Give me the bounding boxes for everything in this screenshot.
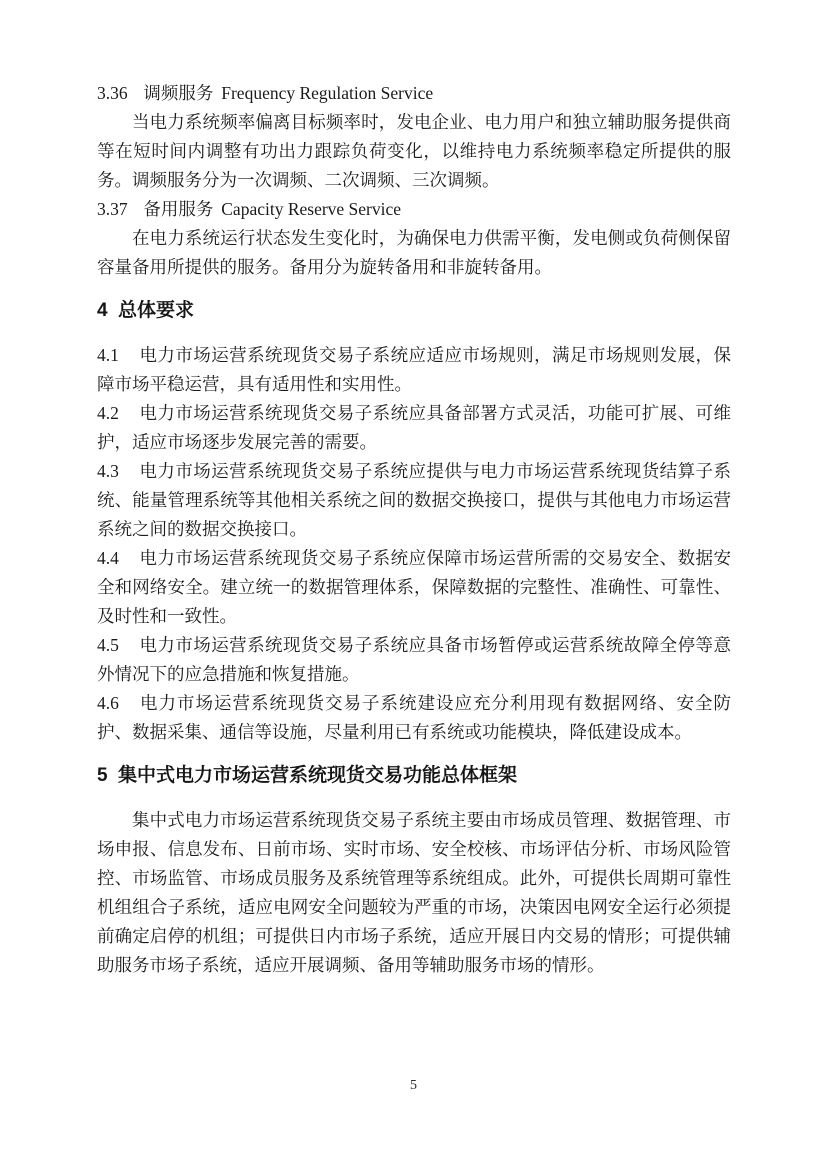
clause-4-4	[97, 544, 731, 631]
term-number: 3.36	[97, 83, 128, 103]
clause-number: 4.2	[97, 403, 119, 423]
section-5-paragraph: 集中式电力市场运营系统现货交易子系统主要由市场成员管理、数据管理、市场申报、信息发布、日前市场、实时市场、安全校核、市场评估分析、市场风险管控、市场监管、市场成员服务及系统管理等系统组成。此外，可提供长周期可靠性机组组合子系统，适应电网安全问题较为严重的市场，决策因电网安全运行必须提前确定启停的机组；可提供日内市场子系统，适应开展日内交易的情形；可提供辅助服务市场子系统，适应开展调频、备用等辅助服务市场的情形。	[97, 810, 731, 975]
clause-4-6	[97, 689, 731, 747]
term-heading-3-37	[97, 195, 731, 224]
section-4-heading	[97, 296, 731, 325]
term-definition-3-36: 当电力系统频率偏离目标频率时，发电企业、电力用户和独立辅助服务提供商等在短时间内调整有功出力跟踪负荷变化，以维持电力系统频率稳定所提供的服务。调频服务分为一次调频、二次调频、三次调频。	[97, 112, 731, 190]
section-number: 5	[97, 765, 108, 786]
clause-number: 4.3	[97, 461, 119, 481]
clause-4-1	[97, 341, 731, 399]
clause-4-2	[97, 399, 731, 457]
clause-number: 4.6	[97, 693, 119, 713]
terms-section	[97, 79, 731, 282]
term-name-zh: 调频服务	[143, 83, 214, 103]
term-number: 3.37	[97, 199, 128, 219]
clause-text: 电力市场运营系统现货交易子系统建设应充分利用现有数据网络、安全防护、数据采集、通信等设施，尽量利用已有系统或功能模块，降低建设成本。	[97, 693, 731, 742]
section-number: 4	[97, 300, 108, 321]
clause-number: 4.4	[97, 548, 119, 568]
clause-text: 电力市场运营系统现货交易子系统应具备部署方式灵活，功能可扩展、可维护，适应市场逐步发展完善的需要。	[97, 403, 731, 452]
clause-number: 4.1	[97, 345, 119, 365]
clause-text: 电力市场运营系统现货交易子系统应具备市场暂停或运营系统故障全停等意外情况下的应急措施和恢复措施。	[97, 635, 731, 684]
clause-number: 4.5	[97, 635, 119, 655]
clause-4-5	[97, 631, 731, 689]
page-number: 5	[410, 1078, 417, 1093]
term-heading-3-36	[97, 79, 731, 108]
clause-text: 电力市场运营系统现货交易子系统应适应市场规则，满足市场规则发展，保障市场平稳运营，具有适用性和实用性。	[97, 345, 731, 394]
clause-4-3	[97, 457, 731, 544]
term-name-zh: 备用服务	[143, 199, 214, 219]
term-name-en: Capacity Reserve Service	[221, 199, 402, 219]
section-4-clauses	[97, 341, 731, 747]
clause-text: 电力市场运营系统现货交易子系统应提供与电力市场运营系统现货结算子系统、能量管理系统等其他相关系统之间的数据交换接口，提供与其他电力市场运营系统之间的数据交换接口。	[97, 461, 731, 539]
term-definition-3-37: 在电力系统运行状态发生变化时，为确保电力供需平衡，发电侧或负荷侧保留容量备用所提供的服务。备用分为旋转备用和非旋转备用。	[97, 228, 731, 277]
term-name-en: Frequency Regulation Service	[221, 83, 434, 103]
page-footer	[0, 1076, 827, 1096]
page-content	[97, 79, 731, 980]
section-title: 集中式电力市场运营系统现货交易功能总体框架	[118, 765, 518, 786]
section-title: 总体要求	[118, 300, 195, 321]
clause-text: 电力市场运营系统现货交易子系统应保障市场运营所需的交易安全、数据安全和网络安全。建立统一的数据管理体系，保障数据的完整性、准确性、可靠性、及时性和一致性。	[97, 548, 731, 626]
section-5-heading	[97, 761, 731, 790]
